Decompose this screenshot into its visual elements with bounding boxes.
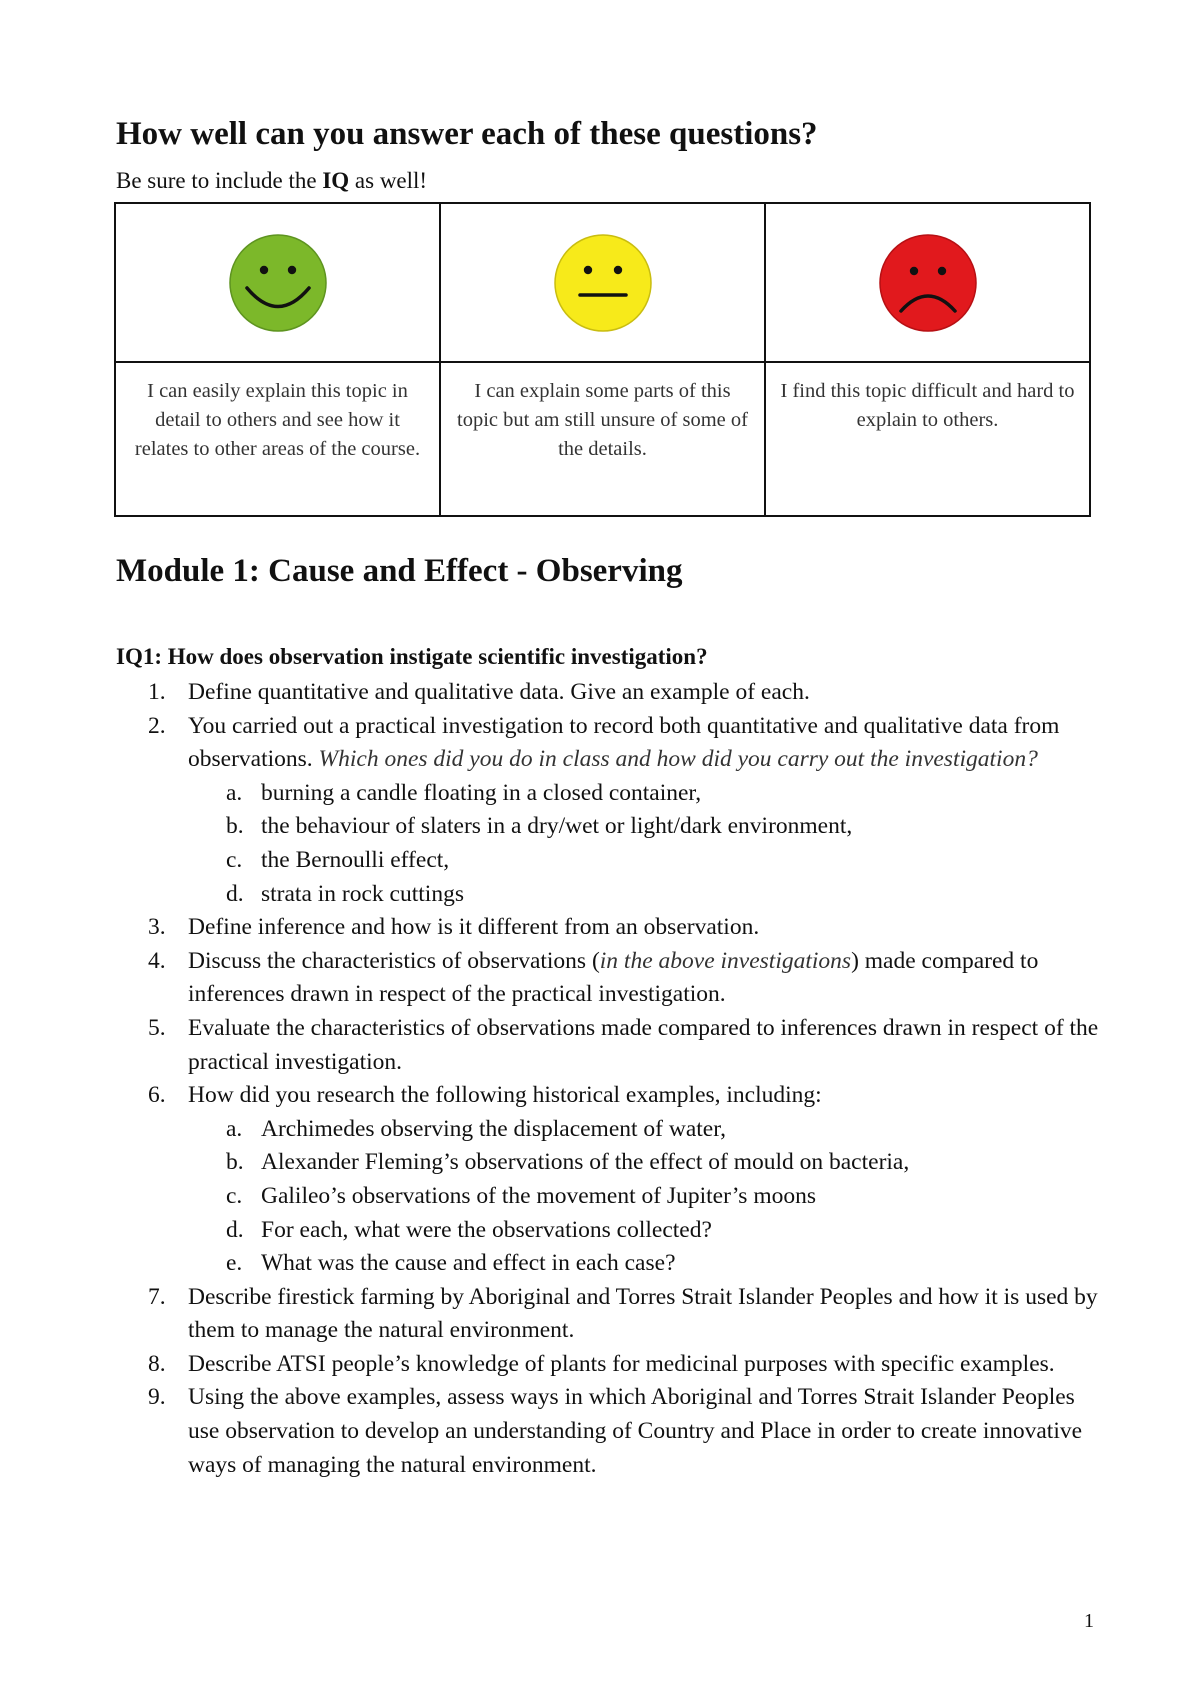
sub-question-item [188,1214,1106,1248]
question-number: 1. [148,679,166,705]
sub-question-letter: a. [226,779,243,806]
sub-question-list [188,777,1106,911]
page-number: 1 [1084,1610,1094,1632]
question-text: Define quantitative and qualitative data. Give an example of each. [188,679,810,705]
sub-question-letter: d. [226,1216,244,1243]
question-number: 6. [148,1082,166,1109]
sad-description: I find this topic difficult and hard to explain to others. [765,362,1090,516]
question-item [116,945,1106,1012]
question-number: 4. [148,947,166,974]
sub-question-text: Alexander Fleming’s observations of the effect of mould on bacteria, [261,1149,910,1176]
module-title: Module 1: Cause and Effect - Observing [116,553,683,589]
question-italic-text: Which ones did you do in class and how did you carry out the investigation? [318,746,1038,773]
sub-question-text: Archimedes observing the displacement of water, [261,1115,726,1142]
question-text: You carried out a practical investigation to record both quantitative and qualitative data from observations. [188,712,1060,773]
happy-face-icon [228,233,328,333]
question-number: 9. [148,1384,166,1411]
sub-question-item [188,1180,1106,1214]
question-text: Describe firestick farming by Aboriginal and Torres Strait Islander Peoples and how it is used by them to manage the natural environment. [188,1283,1098,1344]
sub-question-text: strata in rock cuttings [261,880,464,907]
question-item [116,676,1106,710]
question-text: Using the above examples, assess ways in which Aboriginal and Torres Strait Islander Peoples use observation to develop an understanding of Country and Place in order to create innovative ways of managing the natural environment. [188,1384,1083,1478]
question-item [116,1012,1106,1079]
subtitle [116,168,427,194]
sub-question-text: Galileo’s observations of the movement of Jupiter’s moons [261,1182,816,1209]
iq-title: IQ1: How does observation instigate scientific investigation? [116,644,708,669]
question-text: Describe ATSI people’s knowledge of plants for medicinal purposes with specific examples. [188,1350,1055,1377]
sub-question-letter: c. [226,1182,243,1209]
sub-question-item [188,844,1106,878]
sub-question-item [188,1113,1106,1147]
faces-row [115,203,1090,362]
question-text: How did you research the following historical examples, including: [188,1082,822,1109]
question-number: 8. [148,1350,166,1377]
question-item [116,1079,1106,1281]
sub-question-item [188,777,1106,811]
sub-question-item [188,810,1106,844]
subtitle-text-end: as well! [349,168,428,193]
question-text: Define inference and how is it different from an observation. [188,914,760,941]
question-item [116,911,1106,945]
sub-question-item [188,1146,1106,1180]
subtitle-text: Be sure to include the [116,168,323,193]
sub-question-list [188,1113,1106,1281]
sub-question-item [188,1247,1106,1281]
sad-face-icon [878,233,978,333]
question-number: 7. [148,1283,166,1310]
page-title: How well can you answer each of these questions? [116,116,818,152]
sad-face-cell [765,203,1090,362]
sub-question-letter: d. [226,880,244,907]
sub-question-text: burning a candle floating in a closed container, [261,779,702,806]
sub-question-letter: b. [226,1149,244,1176]
question-item [116,1348,1106,1382]
sub-question-text: For each, what were the observations collected? [261,1216,712,1243]
sub-question-letter: c. [226,846,243,873]
sub-question-item [188,878,1106,912]
neutral-face-cell [440,203,765,362]
sub-question-letter: a. [226,1115,243,1142]
question-list [116,676,1106,1482]
question-italic-text: in the above investigations [599,947,852,974]
happy-face-cell [115,203,440,362]
question-text-end: ) made compared to inferences drawn in respect of the practical investigation. [188,947,1039,1008]
happy-description: I can easily explain this topic in detail to others and see how it relates to other areas of the course. [115,362,440,516]
descriptions-row [115,362,1090,516]
neutral-description: I can explain some parts of this topic but am still unsure of some of the details. [440,362,765,516]
sub-question-letter: b. [226,813,244,840]
question-number: 5. [148,1014,166,1041]
question-text: Evaluate the characteristics of observations made compared to inferences drawn in respect of the practical investigation. [188,1014,1099,1075]
question-item [116,1381,1106,1482]
sub-question-letter: e. [226,1250,243,1277]
sub-question-text: the behaviour of slaters in a dry/wet or light/dark environment, [261,813,853,840]
question-item [116,710,1106,912]
question-item [116,1281,1106,1348]
sub-question-text: the Bernoulli effect, [261,846,450,873]
sub-question-text: What was the cause and effect in each case? [261,1250,676,1277]
question-number: 2. [148,712,166,739]
neutral-face-icon [553,233,653,333]
subtitle-iq: IQ [322,168,350,193]
question-text: Discuss the characteristics of observations ( [188,947,600,974]
self-rating-table [114,202,1091,517]
question-number: 3. [148,914,166,941]
